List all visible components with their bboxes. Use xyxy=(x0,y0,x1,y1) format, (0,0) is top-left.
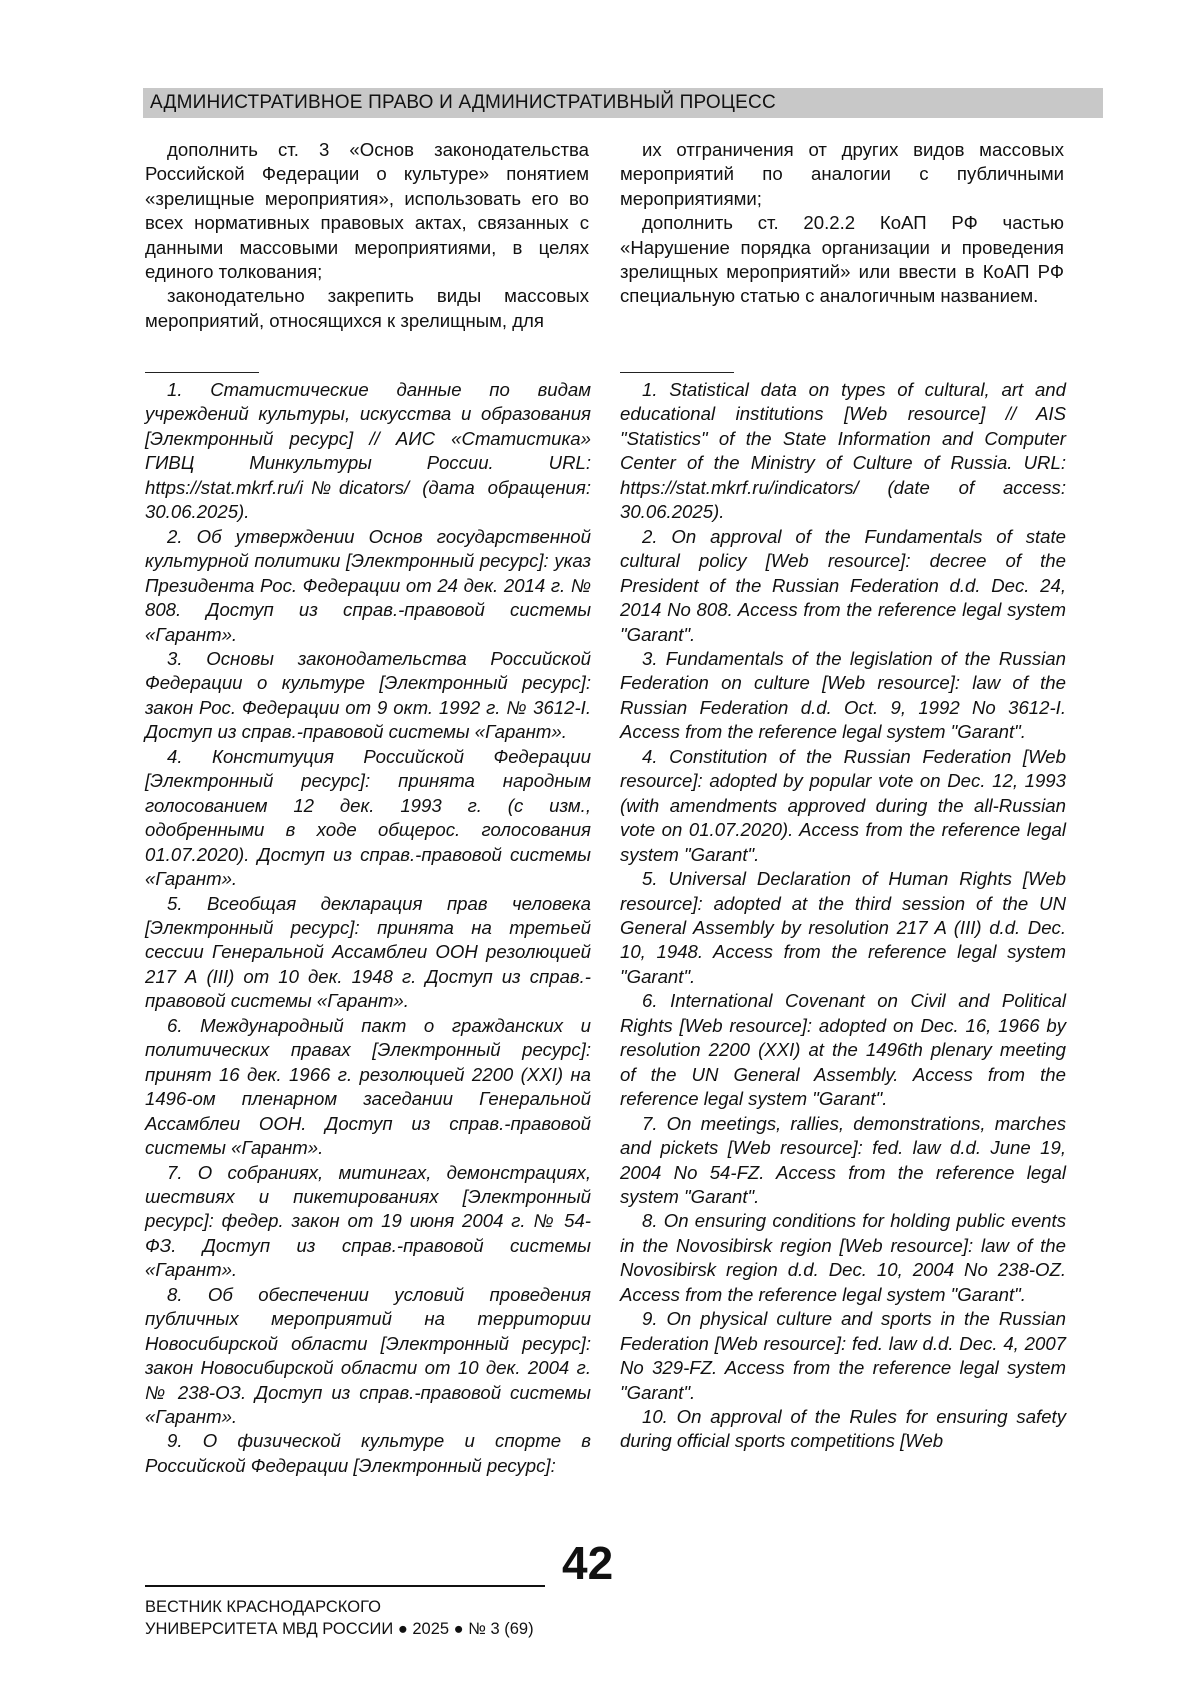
journal-line-2: УНИВЕРСИТЕТА МВД РОССИИ ● 2025 ● № 3 (69) xyxy=(145,1620,534,1638)
reference-item: 4. Constitution of the Russian Federation [Web resource]: adopted by popular vote on Dec. 12, 1993 (with amendments approved during the all-Russian vote on 01.07.2020). Access from the reference legal system "Garant". xyxy=(620,745,1066,865)
journal-name xyxy=(145,1596,534,1640)
footnote-divider-left xyxy=(145,372,259,373)
reference-item: 6. Международный пакт о гражданских и политических правах [Электронный ресурс]: принят 16 дек. 1966 г. резолюцией 2200 (XXI) на 1496-ом пленарном заседании Генеральной Ассамблеи ООН. Доступ из справ.-правовой системы «Гарант». xyxy=(145,1014,591,1159)
reference-item: 7. On meetings, rallies, demonstrations, marches and pickets [Web resource]: fed. law d.d. June 19, 2004 No 54-FZ. Access from the reference legal system "Garant". xyxy=(620,1112,1066,1207)
reference-item: 7. О собраниях, митингах, демонстрациях, шествиях и пикетированиях [Электронный ресурс]: федер. закон от 19 июня 2004 г. № 54-ФЗ. Доступ из справ.-правовой системы «Гарант». xyxy=(145,1161,591,1281)
reference-item: 10. On approval of the Rules for ensuring safety during official sports competitions [Web xyxy=(620,1406,1066,1452)
reference-item: 5. Universal Declaration of Human Rights [Web resource]: adopted at the third session of the UN General Assembly by resolution 217 A (III) d.d. Dec. 10, 1948. Access from the reference legal system "Garant". xyxy=(620,868,1066,987)
section-header xyxy=(143,88,1103,118)
page-number: 42 xyxy=(562,1537,614,1589)
reference-item: 3. Основы законодательства Российской Федерации о культуре [Электронный ресурс]: закон Рос. Федерации от 9 окт. 1992 г. № 3612-I. Доступ из справ.-правовой системы «Гарант». xyxy=(145,647,591,743)
reference-item: 2. Об утверждении Основ государственной культурной политики [Электронный ресурс]: указ Президента Рос. Федерации от 24 дек. 2014 г. № 808. Доступ из справ.-правовой системы «Гарант». xyxy=(145,525,591,645)
footnote-divider-right xyxy=(620,372,734,373)
reference-item: 9. О физической культуре и спорте в Российской Федерации [Электронный ресурс]: xyxy=(145,1430,591,1476)
reference-item: 1. Статистические данные по видам учреждений культуры, искусства и образования [Электронный ресурс] // АИС «Статистика» ГИВЦ Минкультуры России. URL: https://stat.mkrf.ru/i№dicators/ (дата обращения: 30.06.2025). xyxy=(145,379,591,523)
footer-divider xyxy=(145,1585,545,1587)
reference-item: 9. On physical culture and sports in the Russian Federation [Web resource]: fed. law d.d. Dec. 4, 2007 No 329-FZ. Access from the reference legal system "Garant". xyxy=(620,1308,1066,1403)
reference-item: 5. Всеобщая декларация прав человека [Электронный ресурс]: принята на третьей сессии Генеральной Ассамблеи ООН резолюцией 217 А (III) от 10 дек. 1948 г. Доступ из справ.-правовой системы «Гарант». xyxy=(145,892,591,1012)
reference-item: 3. Fundamentals of the legislation of the Russian Federation on culture [Web resource]: law of the Russian Federation d.d. Oct. 9, 1992 No 3612-I. Access from the reference legal system "Garant". xyxy=(620,647,1066,743)
body-paragraph: дополнить ст. 3 «Основ законодательства Российской Федерации о культуре» понятием «зрелищные мероприятия», использовать его во всех нормативных правовых актах, связанных с данными массовыми мероприятиями, в целях единого толкования; xyxy=(145,139,589,283)
references-russian xyxy=(145,378,591,1478)
reference-item: 8. Об обеспечении условий проведения публичных мероприятий на территории Новосибирской области [Электронный ресурс]: закон Новосибирской области от 10 дек. 2004 г. № 238-ОЗ. Доступ из справ.-правовой системы «Гарант». xyxy=(145,1283,591,1428)
body-paragraph: дополнить ст. 20.2.2 КоАП РФ частью «Нарушение порядка организации и проведения зрелищных мероприятий» или ввести в КоАП РФ специальную статью с аналогичным названием. xyxy=(620,212,1064,307)
body-paragraph: законодательно закрепить виды массовых мероприятий, относящихся к зрелищным, для xyxy=(145,285,589,331)
journal-line-1: ВЕСТНИК КРАСНОДАРСКОГО xyxy=(145,1598,381,1616)
reference-item: 1. Statistical data on types of cultural, art and educational institutions [Web resource] // AIS "Statistics" of the State Information and Computer Center of the Ministry of Culture of Russia. URL: https://stat.mkrf.ru/indicators/ (date of access: 30.06.2025). xyxy=(620,379,1066,523)
reference-item: 4. Конституция Российской Федерации [Электронный ресурс]: принята народным голосованием 12 дек. 1993 г. (с изм., одобренными в ходе общерос. голосования 01.07.2020). Доступ из справ.-правовой системы «Гарант». xyxy=(145,745,591,890)
body-column-right xyxy=(620,138,1064,309)
reference-item: 2. On approval of the Fundamentals of state cultural policy [Web resource]: decree of the President of the Russian Federation d.d. Dec. 24, 2014 No 808. Access from the reference legal system "Garant". xyxy=(620,525,1066,645)
reference-item: 6. International Covenant on Civil and Political Rights [Web resource]: adopted on Dec. 16, 1966 by resolution 2200 (XXI) at the 1496th plenary meeting of the UN General Assembly. Access from the reference legal system "Garant". xyxy=(620,990,1066,1110)
section-title: АДМИНИСТРАТИВНОЕ ПРАВО И АДМИНИСТРАТИВНЫЙ ПРОЦЕСС xyxy=(150,92,776,113)
body-column-left xyxy=(145,138,589,333)
references-english xyxy=(620,378,1066,1454)
reference-item: 8. On ensuring conditions for holding public events in the Novosibirsk region [Web resource]: law of the Novosibirsk region d.d. Dec. 10, 2004 No 238-OZ. Access from the reference legal system "Garant". xyxy=(620,1210,1066,1305)
body-paragraph: их отграничения от других видов массовых мероприятий по аналогии с публичными мероприятиями; xyxy=(620,139,1064,209)
